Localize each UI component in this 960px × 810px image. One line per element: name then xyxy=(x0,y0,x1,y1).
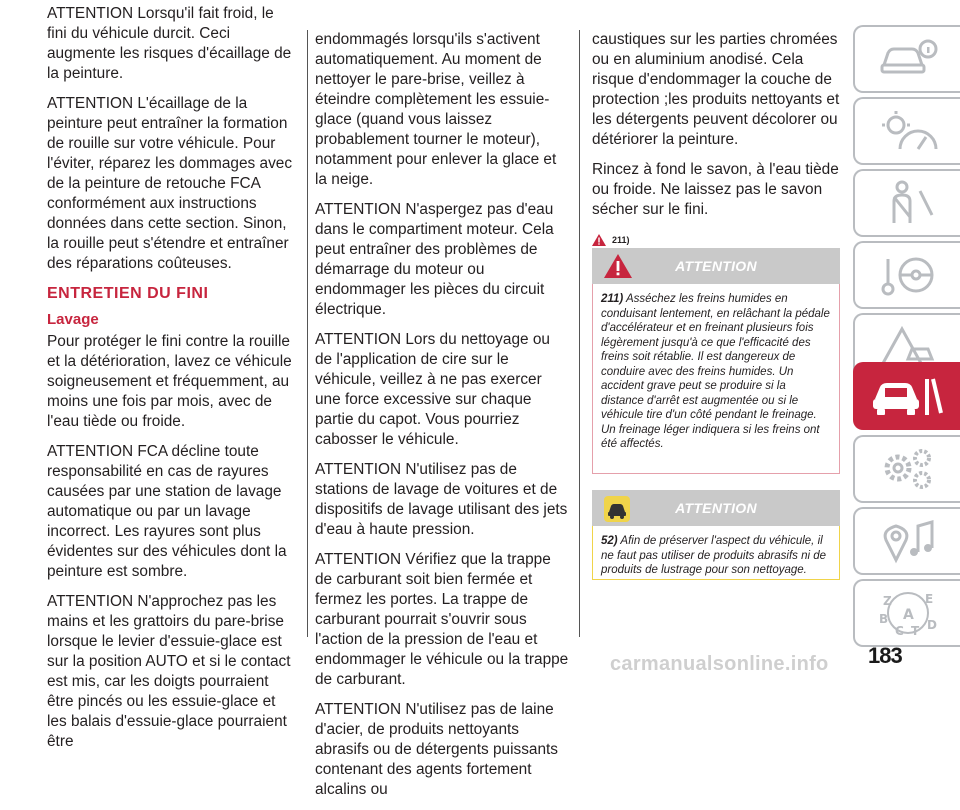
tab-technical-data[interactable] xyxy=(853,435,960,503)
tab-dashboard-lights[interactable] xyxy=(853,97,960,165)
attention-text: Asséchez les freins humides en conduisant lentement, en relâchant la pédale d'accélérateur et en freinant plusieurs fois légèrement jusqu'à ce que l'efficacité des freins soit rétablie. Il est dangereux de conduire avec des freins humides. Un accident grave peut se produire si la distance d'arrêt est augmentée ou si le véhicule tire d'un côté pendant le freinage. Un freinage léger indiquera si les freins ont été affectés. xyxy=(601,293,830,450)
paragraph: ATTENTION Lorsqu'il fait froid, le fini du véhicule durcit. Ceci augmente les risques d'écaillage de la peinture. xyxy=(47,5,292,82)
tab-index[interactable] xyxy=(853,579,960,647)
sub-title: Lavage xyxy=(47,311,99,328)
paragraph: ATTENTION N'aspergez pas d'eau dans le compartiment moteur. Cela peut entraîner des problèmes de démarrage du moteur ou endommager les pièces du circuit électrique. xyxy=(315,201,554,318)
paragraph: ATTENTION N'utilisez pas de stations de lavage de voitures et de dispositifs de lavage utilisant des jets d'eau à haute pression. xyxy=(315,461,568,538)
technical-gears-icon xyxy=(878,446,938,492)
tab-car-maintenance[interactable] xyxy=(853,362,960,430)
paragraph: ATTENTION Lors du nettoyage ou de l'application de cire sur le véhicule, veillez à ne pas exercer une force excessive sur chaque partie du capot. Vous pourriez cabosser le véhicule. xyxy=(315,331,550,448)
paragraph: ATTENTION FCA décline toute responsabilité en cas de rayures causées par une station de lavage automatique ou par un lavage incorrect. Les rayures sont plus évidentes sur des véhicules dont la peinture est sombre. xyxy=(47,443,287,580)
attention-title: ATTENTION xyxy=(675,258,757,274)
paragraph: ATTENTION Vérifiez que la trappe de carburant soit bien fermée et fermez les portes. La trappe de carburant pourrait s'ouvrir sous l'action de la pression de l'eau et endommager le véhicule ou la trappe de carburant. xyxy=(315,551,569,688)
key-steering-wheel-icon xyxy=(878,253,938,297)
attention-box-caution xyxy=(592,490,840,580)
attention-header xyxy=(592,248,840,284)
attention-body xyxy=(593,284,839,462)
car-maintenance-icon xyxy=(871,373,945,419)
tab-car-info[interactable] xyxy=(853,25,960,93)
attention-number: 52) xyxy=(601,535,618,547)
text-column-2 xyxy=(315,30,569,810)
car-info-icon xyxy=(878,39,938,79)
attention-title: ATTENTION xyxy=(675,500,757,516)
warning-triangle-icon xyxy=(592,234,606,246)
tab-key-steering[interactable] xyxy=(853,241,960,309)
warning-triangle-icon xyxy=(604,254,632,278)
multimedia-icon xyxy=(878,518,938,564)
tab-multimedia[interactable] xyxy=(853,507,960,575)
dashboard-lights-icon xyxy=(878,109,938,153)
watermark: carmanualsonline.info xyxy=(610,653,829,675)
attention-text: Afin de préserver l'aspect du véhicule, il ne faut pas utiliser de produits abrasifs ni de produits de lustrage pour son nettoyage. xyxy=(601,535,827,576)
attention-body xyxy=(593,526,839,588)
column-divider xyxy=(307,30,308,637)
page-number: 183 xyxy=(868,643,902,668)
column-divider xyxy=(579,30,580,637)
svg-text:C: C xyxy=(894,624,904,637)
paragraph: caustiques sur les parties chromées ou en aluminium anodisé. Cela risque d'endommager la couche de protection ;les produits nettoyants et les détergents peuvent décolorer ou détériorer la peinture. xyxy=(592,31,840,148)
warning-reference xyxy=(592,230,842,250)
reference-number: 211) xyxy=(612,235,630,245)
alphabetical-index-icon xyxy=(877,589,939,637)
paragraph: ATTENTION L'écaillage de la peinture peut entraîner la formation de rouille sur votre véhicule. Pour l'éviter, réparez les dommages avec de la peinture de retouche FCA conformément aux instructions données dans cette section. Sinon, la rouille peut s'étendre et entraîner des réparations coûteuses. xyxy=(47,95,293,272)
svg-text:B: B xyxy=(878,612,888,626)
svg-text:A: A xyxy=(902,607,914,623)
svg-text:T: T xyxy=(910,624,919,637)
paragraph: ATTENTION N'approchez pas les mains et les grattoirs du pare-brise lorsque le levier d'essuie-glace est sur la position AUTO et si le contact est mis, car les doigts pourraient être pincés ou les essuie-glace et les balais d'essuie-glace pourraient être xyxy=(47,593,291,750)
attention-box-danger xyxy=(592,248,840,474)
tab-seatbelt-airbag[interactable] xyxy=(853,169,960,237)
attention-header xyxy=(592,490,840,526)
seatbelt-airbag-icon xyxy=(880,179,936,227)
svg-text:E: E xyxy=(924,592,933,606)
paragraph: ATTENTION N'utilisez pas de laine d'acier, de produits nettoyants abrasifs ou de détergents puissants contenant des agents fortement alcalins ou xyxy=(315,701,558,798)
attention-number: 211) xyxy=(601,293,624,305)
car-caution-icon xyxy=(604,496,630,522)
text-column-1 xyxy=(47,4,297,762)
text-column-3 xyxy=(592,30,842,258)
paragraph: Rincez à fond le savon, à l'eau tiède ou froide. Ne laissez pas le savon sécher sur le fini. xyxy=(592,161,839,218)
paragraph: Pour protéger le fini contre la rouille et la détérioration, lavez ce véhicule soigneusement et fréquemment, au moins une fois par mois, avec de l'eau tiède ou froide. xyxy=(47,333,292,430)
section-title: ENTRETIEN DU FINI xyxy=(47,285,209,302)
paragraph: endommagés lorsqu'ils s'activent automatiquement. Au moment de nettoyer le pare-brise, veillez à éteindre complètement les essuie-glace (quand vous laissez probablement tourner le moteur), notamment pour enlever la glace et la neige. xyxy=(315,31,557,188)
svg-text:Z: Z xyxy=(882,594,892,608)
svg-text:D: D xyxy=(926,618,937,632)
